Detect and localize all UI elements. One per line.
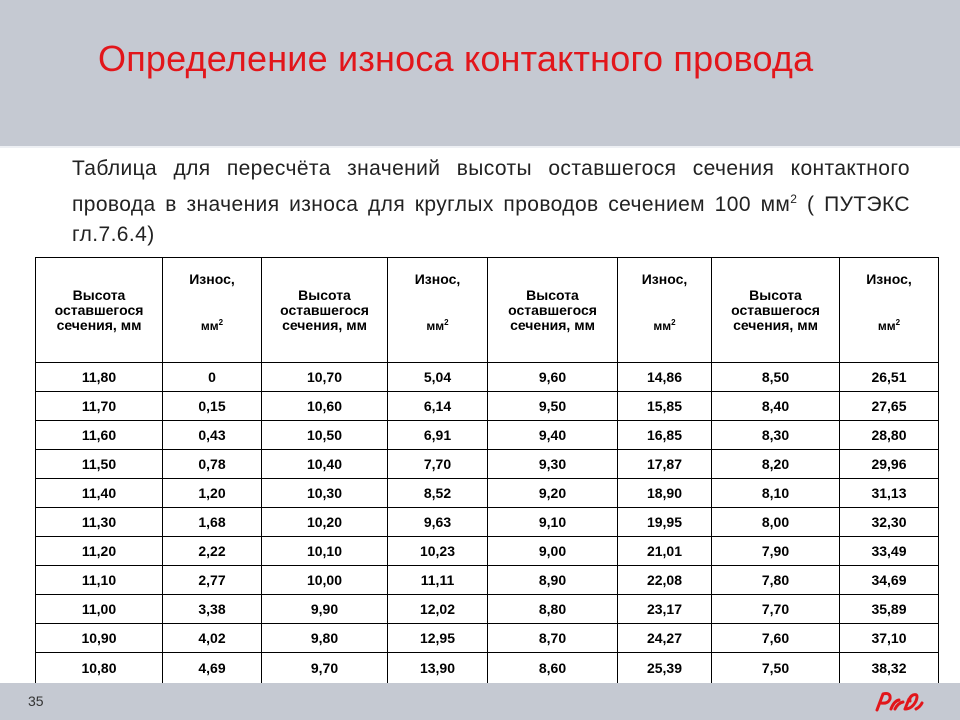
cell-height: 10,60 (262, 392, 388, 421)
header-wear-unit-sup: 2 (444, 318, 449, 327)
cell-height: 7,50 (712, 653, 840, 684)
cell-wear: 29,96 (840, 450, 939, 479)
cell-wear: 21,01 (618, 537, 712, 566)
cell-wear: 7,70 (388, 450, 488, 479)
cell-height: 7,70 (712, 595, 840, 624)
cell-height: 9,30 (488, 450, 618, 479)
cell-height: 11,20 (36, 537, 163, 566)
header-wear (388, 258, 488, 363)
cell-height: 10,10 (262, 537, 388, 566)
wear-conversion-table (35, 257, 939, 684)
cell-wear: 22,08 (618, 566, 712, 595)
cell-wear: 3,38 (163, 595, 262, 624)
header-wear-unit-text: мм (200, 319, 219, 333)
header-height: Высота оставшегося сечения, мм (712, 258, 840, 363)
cell-height: 8,70 (488, 624, 618, 653)
cell-wear: 17,87 (618, 450, 712, 479)
header-wear-label: Износ, (641, 271, 688, 287)
cell-height: 10,70 (262, 363, 388, 392)
cell-height: 9,70 (262, 653, 388, 684)
cell-height: 9,80 (262, 624, 388, 653)
cell-height: 11,40 (36, 479, 163, 508)
cell-height: 11,50 (36, 450, 163, 479)
cell-wear: 16,85 (618, 421, 712, 450)
cell-wear: 0,15 (163, 392, 262, 421)
header-wear-unit-sup: 2 (218, 318, 224, 327)
cell-wear: 10,23 (388, 537, 488, 566)
cell-height: 9,60 (488, 363, 618, 392)
cell-height: 9,90 (262, 595, 388, 624)
table-header-row (36, 258, 939, 363)
cell-wear: 19,95 (618, 508, 712, 537)
cell-wear: 8,52 (388, 479, 488, 508)
cell-wear: 2,77 (163, 566, 262, 595)
cell-wear: 4,02 (163, 624, 262, 653)
header-wear-unit-text: мм (653, 319, 672, 333)
cell-height: 9,50 (488, 392, 618, 421)
cell-height: 8,80 (488, 595, 618, 624)
cell-height: 10,50 (262, 421, 388, 450)
cell-wear: 28,80 (840, 421, 939, 450)
cell-wear: 1,68 (163, 508, 262, 537)
cell-height: 8,50 (712, 363, 840, 392)
cell-height: 8,60 (488, 653, 618, 684)
table-row (36, 653, 939, 684)
header-height: Высота оставшегося сечения, мм (488, 258, 618, 363)
header-wear (618, 258, 712, 363)
cell-height: 10,40 (262, 450, 388, 479)
cell-height: 10,80 (36, 653, 163, 684)
slide-footer (0, 683, 960, 720)
table-row (36, 566, 939, 595)
header-wear-unit-sup: 2 (895, 318, 901, 327)
cell-wear: 27,65 (840, 392, 939, 421)
cell-wear: 15,85 (618, 392, 712, 421)
table-row (36, 479, 939, 508)
table-row (36, 450, 939, 479)
intro-text (72, 154, 910, 250)
page-number: 35 (28, 693, 44, 709)
cell-height: 8,90 (488, 566, 618, 595)
cell-height: 7,60 (712, 624, 840, 653)
header-wear-unit (388, 315, 487, 334)
cell-wear: 32,30 (840, 508, 939, 537)
header-wear-unit (618, 315, 711, 334)
cell-wear: 1,20 (163, 479, 262, 508)
cell-height: 7,80 (712, 566, 840, 595)
cell-height: 9,20 (488, 479, 618, 508)
rzd-logo-icon (872, 688, 926, 714)
header-wear-unit-text: мм (877, 319, 896, 333)
table-row (36, 421, 939, 450)
cell-wear: 13,90 (388, 653, 488, 684)
cell-wear: 18,90 (618, 479, 712, 508)
cell-height: 11,70 (36, 392, 163, 421)
cell-wear: 31,13 (840, 479, 939, 508)
table-row (36, 624, 939, 653)
cell-wear: 0,78 (163, 450, 262, 479)
cell-wear: 2,22 (163, 537, 262, 566)
cell-wear: 11,11 (388, 566, 488, 595)
header-height: Высота оставшегося сечения, мм (262, 258, 388, 363)
cell-height: 9,00 (488, 537, 618, 566)
header-wear-label: Износ, (414, 271, 461, 287)
cell-wear: 34,69 (840, 566, 939, 595)
header-height: Высота оставшегося сечения, мм (36, 258, 163, 363)
cell-wear: 0,43 (163, 421, 262, 450)
intro-body: Таблица для пересчёта значений высоты оставшегося сечения контактного провода в значения износа для круглых проводов сечением 100 мм (72, 157, 910, 216)
table-row (36, 537, 939, 566)
table-row (36, 363, 939, 392)
header-divider (0, 146, 960, 148)
cell-wear: 35,89 (840, 595, 939, 624)
cell-wear: 9,63 (388, 508, 488, 537)
cell-wear: 23,17 (618, 595, 712, 624)
intro-sup: 2 (790, 192, 798, 206)
cell-wear: 12,02 (388, 595, 488, 624)
header-wear-label: Износ, (189, 271, 235, 287)
cell-wear: 12,95 (388, 624, 488, 653)
header-wear-unit-text: мм (426, 319, 445, 333)
header-wear-label: Износ, (866, 271, 912, 287)
cell-height: 11,10 (36, 566, 163, 595)
cell-wear: 24,27 (618, 624, 712, 653)
cell-wear: 6,14 (388, 392, 488, 421)
cell-wear: 38,32 (840, 653, 939, 684)
cell-height: 8,10 (712, 479, 840, 508)
cell-height: 10,00 (262, 566, 388, 595)
cell-height: 10,30 (262, 479, 388, 508)
slide-title: Определение износа контактного провода (98, 38, 814, 79)
header-wear (163, 258, 262, 363)
cell-wear: 4,69 (163, 653, 262, 684)
table-row (36, 392, 939, 421)
cell-height: 10,90 (36, 624, 163, 653)
cell-height: 9,10 (488, 508, 618, 537)
cell-wear: 6,91 (388, 421, 488, 450)
cell-height: 8,20 (712, 450, 840, 479)
cell-height: 8,00 (712, 508, 840, 537)
header-wear-unit-sup: 2 (671, 318, 676, 327)
cell-wear: 5,04 (388, 363, 488, 392)
header-wear-unit (840, 315, 938, 334)
table-row (36, 508, 939, 537)
header-wear-unit (163, 315, 261, 334)
cell-height: 8,40 (712, 392, 840, 421)
cell-height: 11,00 (36, 595, 163, 624)
cell-wear: 25,39 (618, 653, 712, 684)
cell-height: 10,20 (262, 508, 388, 537)
cell-height: 8,30 (712, 421, 840, 450)
cell-wear: 37,10 (840, 624, 939, 653)
intro-tail: ( ПУТЭКС гл.7.6.4) (72, 193, 910, 246)
cell-wear: 33,49 (840, 537, 939, 566)
cell-wear: 0 (163, 363, 262, 392)
cell-wear: 14,86 (618, 363, 712, 392)
cell-height: 9,40 (488, 421, 618, 450)
cell-wear: 26,51 (840, 363, 939, 392)
header-wear (840, 258, 939, 363)
cell-height: 7,90 (712, 537, 840, 566)
cell-height: 11,30 (36, 508, 163, 537)
cell-height: 11,80 (36, 363, 163, 392)
cell-height: 11,60 (36, 421, 163, 450)
table-row (36, 595, 939, 624)
